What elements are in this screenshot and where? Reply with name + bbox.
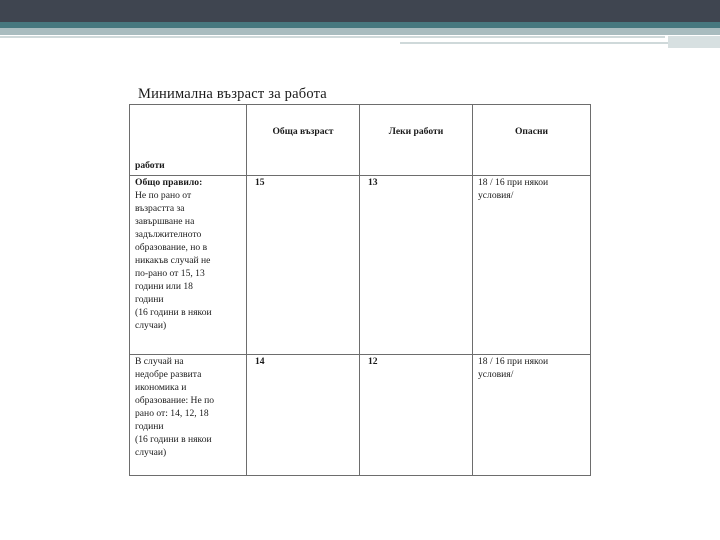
condition-heading: Общо правило: — [135, 177, 203, 188]
condition-line: години — [135, 421, 164, 432]
condition-line: икономика и — [135, 382, 187, 393]
decorative-line — [0, 36, 665, 38]
table-row — [130, 176, 591, 355]
header-light-work: Леки работи — [360, 105, 473, 176]
condition-line: (16 години в някои — [135, 434, 212, 445]
dangerous-value-cell — [473, 355, 591, 476]
dangerous-line: 18 / 16 при някои — [478, 177, 549, 188]
header-dangerous: Опасни — [473, 105, 591, 176]
condition-line: години — [135, 294, 164, 305]
condition-line: образование, но в — [135, 242, 208, 253]
condition-line: възрастта за — [135, 203, 185, 214]
table-row — [130, 355, 591, 476]
condition-line: В случай на — [135, 356, 184, 367]
minimum-age-table — [129, 104, 591, 476]
header-corner-cell: работи — [130, 105, 247, 176]
condition-line: Не по рано от — [135, 190, 192, 201]
condition-line: завършване на — [135, 216, 195, 227]
dangerous-line: 18 / 16 при някои — [478, 356, 549, 367]
dangerous-line: условия/ — [478, 190, 514, 201]
decorative-line — [400, 42, 668, 44]
table-header-row — [130, 105, 591, 176]
decorative-block — [668, 36, 720, 48]
condition-line: случаи) — [135, 447, 167, 458]
dangerous-line: условия/ — [478, 369, 514, 380]
general-age-value: 14 — [247, 355, 360, 476]
general-age-value: 15 — [247, 176, 360, 355]
header-bar-light — [0, 28, 720, 35]
condition-line: по-рано от 15, 13 — [135, 268, 205, 279]
dangerous-value-cell — [473, 176, 591, 355]
condition-line: недобре развита — [135, 369, 202, 380]
header-bar-dark — [0, 0, 720, 22]
header-general-age: Обща възраст — [247, 105, 360, 176]
condition-line: случаи) — [135, 320, 167, 331]
condition-cell — [130, 355, 247, 476]
condition-line: задължителното — [135, 229, 202, 240]
light-work-value: 13 — [360, 176, 473, 355]
condition-line: образование: Не по — [135, 395, 215, 406]
slide-title: Минимална възраст за работа — [138, 86, 327, 102]
condition-line: никакъв случай не — [135, 255, 211, 266]
condition-cell — [130, 176, 247, 355]
light-work-value: 12 — [360, 355, 473, 476]
condition-line: години или 18 — [135, 281, 193, 292]
condition-line: (16 години в някои — [135, 307, 212, 318]
condition-line: рано от: 14, 12, 18 — [135, 408, 209, 419]
